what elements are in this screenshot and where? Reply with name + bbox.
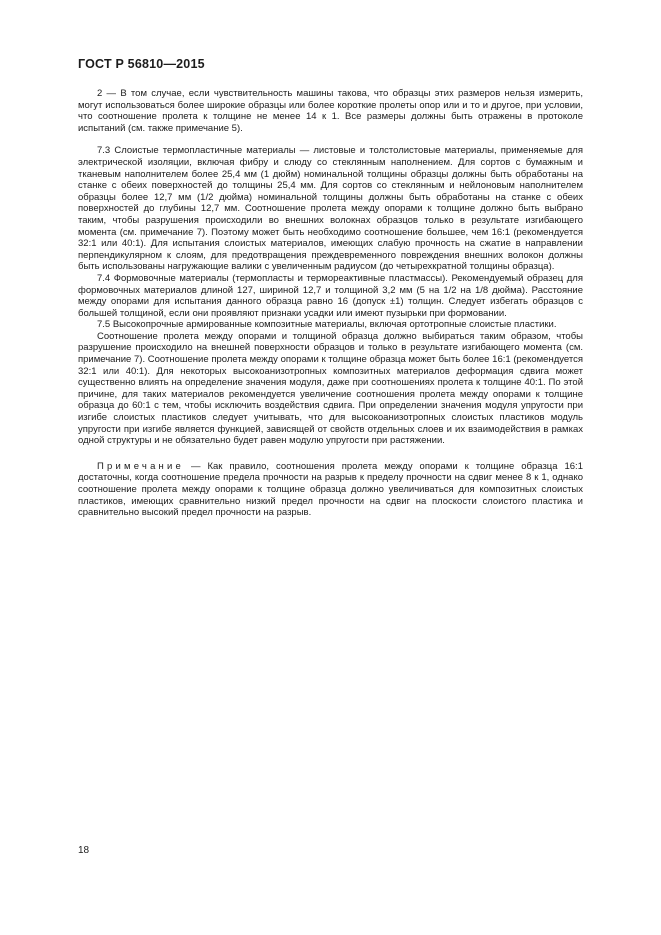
- note-2-paragraph: 2 — В том случае, если чувствительность машины такова, что образцы этих размеров нельзя измерить, могут использоваться более широкие образцы или более короткие пролеты опор или и то и другое, при условии, что соотношение пролета к толщине не менее 14 к 1. Все размеры должны быть отражены в протоколе испытаний (см. также примечание 5).: [78, 88, 583, 134]
- final-note-paragraph: [78, 461, 583, 519]
- clause-7-3-paragraph: 7.3 Слоистые термопластичные материалы — листовые и толстолистовые материалы, применяемые для электрической изоляции, включая фибру и слюду со стеклянным наполнением. Для сортов с бумажным и тканевым наполнителем более 25,4 мм (1 дюйм) номинальной толщины образцы должны быть обработаны на станке с обеих поверхностей до толщины 25,4 мм. Для сортов со стеклянным и нейлоновым наполнителем образцы более 12,7 мм (1/2 дюйма) номинальной толщины должны быть обработаны на станке с обеих поверхностей до глубины 12,7 мм. Соотношение пролета между опорами к толщине должно быть выбрано таким, чтобы разрушения происходили во внешних волокнах образцов только в результате изгибающего момента (см. примечание 7). Поэтому может быть необходимо соотношение большее, чем 16:1 (рекомендуется 32:1 или 40:1). Для испытания слоистых материалов, имеющих слабую прочность на сжатие в направлении перпендикулярном к слоям, для предотвращения преждевременного повреждения внешних волокон должны быть использованы нагружающие валики с увеличенным радиусом (до четырехкратной толщины образца).: [78, 145, 583, 273]
- clause-7-4-paragraph: 7.4 Формовочные материалы (термопласты и термореактивные пластмассы). Рекомендуемый образец для формовочных материалов длиной 127, шириной 12,7 и толщиной 3,2 мм (5 на 1/2 на 1/8 дюйма). Расстояние между опорами для испытания данного образца равно 16 (допуск ±1) толщин. Следует избегать образцов с большей толщиной, если они проявляют признаки усадки или имеют пузырьки при формовании.: [78, 272, 583, 319]
- page-footer: [78, 845, 89, 856]
- standard-number: ГОСТ Р 56810—2015: [78, 57, 205, 71]
- document-body: [78, 88, 583, 519]
- page-number: 18: [78, 845, 90, 856]
- clause-7-5-heading-paragraph: 7.5 Высокопрочные армированные композитные материалы, включая ортотропные слоистые пластики.: [97, 319, 557, 331]
- final-note-text: — Как правило, соотношения пролета между опорами к толщине образца 16:1 достаточны, когда соотношение предела прочности на разрыв к пределу прочности на сдвиг менее 8 к 1, однако соотношение пролета между опорами к толщине образца должно увеличиваться для композитных слоистых пластиков, имеющих сравнительно низкий предел прочности на сдвиг на плоскости слоистого пластика и сравнительно высокий предел прочности на разрыв.: [78, 460, 583, 519]
- final-note-label: Примечание: [97, 460, 184, 472]
- clause-7-5-body-paragraph: Соотношение пролета между опорами и толщиной образца должно выбираться таким образом, чтобы разрушение происходило на внешней поверхности образцов и только в результате изгибающего момента (см. примечание 7). Соотношение пролета между опорами к толщине образца может быть более 16:1 (рекомендуется 32:1 или 40:1). Для некоторых высокоанизотропных композитных материалов деформация сдвига может существенно влиять на определение значения модуля, даже при соотношениях пролета к толщине 40:1. По этой причине, для таких материалов рекомендуется увеличение соотношения пролета между опорами к толщине образца до 60:1 с тем, чтобы исключить воздействия сдвига. При определении значения модуля упругости при изгибе слоистых пластиков следует учитывать, что для высокоанизотропных слоистых пластиков модуль упругости при изгибе является функцией, зависящей от свойств отдельных слоев и их взаимодействия в рамках одной структуры и не обязательно будет равен модулю упругости при растяжении.: [78, 330, 583, 447]
- document-header: [78, 57, 205, 71]
